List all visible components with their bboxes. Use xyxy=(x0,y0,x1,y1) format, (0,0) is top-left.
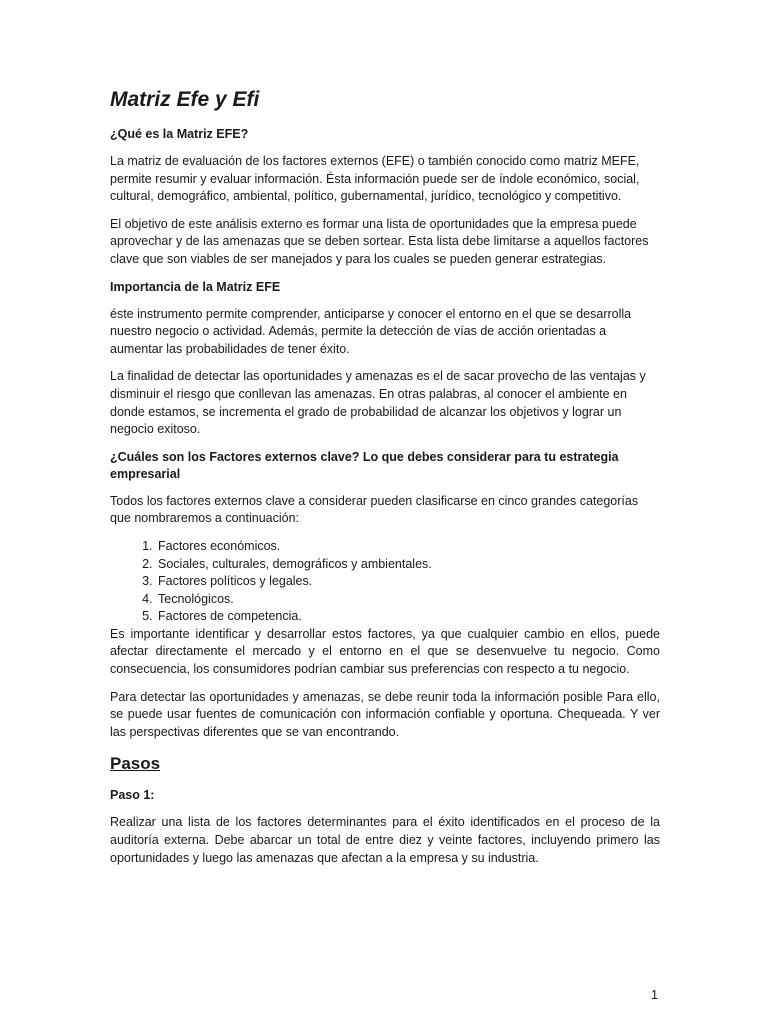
paragraph-categories-intro: Todos los factores externos clave a considerar pueden clasificarse en cinco grandes categorías que nombraremos a continuación: xyxy=(110,493,639,526)
step-1-label: Paso 1: xyxy=(110,788,155,803)
paragraph-definition: La matriz de evaluación de los factores externos (EFE) o también conocido como matriz MEFE, permite resumir y evaluar información. Ésta información puede ser de índole económico, social, cultural, demográfico, ambiental, político, gubernamental, jurídico, tecnológico y competitivo. xyxy=(110,154,640,204)
heading-importancia: Importancia de la Matriz EFE xyxy=(110,279,281,294)
paragraph-identify-factors: Es importante identificar y desarrollar estos factores, ya que cualquier cambio en ellos, puede afectar directamente el mercado y el entorno en el que se desenvuelve tu negocio. Como consecuencia, los consumidores podrían cambiar sus preferencias con respecto a tu negocio. xyxy=(110,626,660,677)
paragraph-importance: éste instrumento permite comprender, anticiparse y conocer el entorno en el que se desarrolla nuestro negocio o actividad. Además, permite la detección de vías de acción orientadas a aumentar las probabilidades de tener éxito. xyxy=(110,306,632,356)
heading-pasos: Pasos xyxy=(110,754,161,774)
step-1-text: Realizar una lista de los factores determinantes para el éxito identificados en el proceso de la auditoría externa. Debe abarcar un total de entre diez y veinte factores, incluyendo primero las oportunidades y luego las amenazas que afectan a la empresa y su industria. xyxy=(110,815,660,865)
page-number: 1 xyxy=(651,988,658,1002)
factors-list xyxy=(110,538,660,626)
paragraph-detect-opportunities: Para detectar las oportunidades y amenazas, se debe reunir toda la información posible Para ello, se puede usar fuentes de comunicación con información confiable y oportuna. Chequeada. Y ver las perspectivas diferentes que se van encontrando. xyxy=(110,689,660,739)
document-title: Matriz Efe y Efi xyxy=(110,88,260,111)
heading-factores-clave: ¿Cuáles son los Factores externos clave? Lo que debes considerar para tu estrategia empresarial xyxy=(110,449,619,481)
heading-que-es-matriz-efe: ¿Qué es la Matriz EFE? xyxy=(110,127,249,141)
list-item: 4. Tecnológicos. xyxy=(156,591,660,609)
list-item: 3. Factores políticos y legales. xyxy=(156,573,660,591)
paragraph-objective: El objetivo de este análisis externo es formar una lista de oportunidades que la empresa puede aprovechar y de las amenazas que se deben sortear. Esta lista debe limitarse a aquellos factores clave que son viables de ser manejados y para los cuales se pueden generar estrategias. xyxy=(110,216,649,266)
paragraph-purpose: La finalidad de detectar las oportunidades y amenazas es el de sacar provecho de las ventajas y disminuir el riesgo que conllevan las amenazas. En otras palabras, al conocer el ambiente en donde estamos, se incrementa el grado de probabilidad de alcanzar los objetivos y lograr un negocio exitoso. xyxy=(110,369,646,437)
list-item: 1. Factores económicos. xyxy=(156,538,660,556)
list-item: 2. Sociales, culturales, demográficos y ambientales. xyxy=(156,556,660,574)
list-item: 5. Factores de competencia. xyxy=(156,608,660,626)
